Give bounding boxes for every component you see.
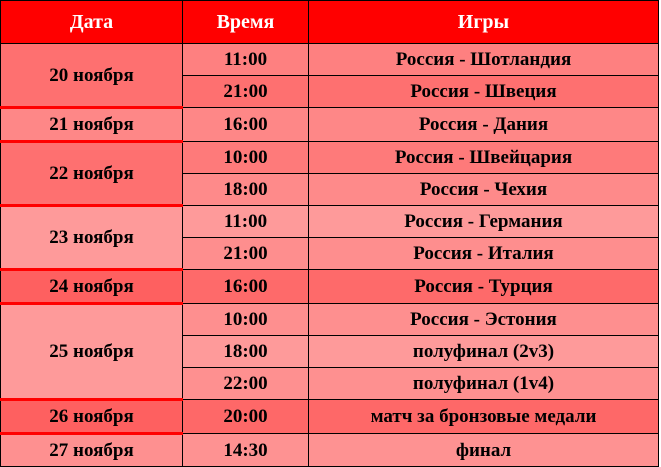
schedule-row: [1, 206, 659, 238]
game-cell: Россия - Эстония: [309, 304, 659, 336]
schedule-row: [1, 304, 659, 336]
game-cell: Россия - Швеция: [309, 76, 659, 108]
game-cell: Россия - Чехия: [309, 174, 659, 206]
header-time: Время: [183, 1, 309, 44]
schedule-row: [1, 270, 659, 304]
time-cell: 18:00: [183, 174, 309, 206]
header-date: Дата: [1, 1, 183, 44]
time-cell: 21:00: [183, 238, 309, 270]
time-cell: 11:00: [183, 44, 309, 76]
schedule-row: [1, 434, 659, 467]
time-cell: 21:00: [183, 76, 309, 108]
schedule-row: [1, 44, 659, 76]
game-cell: Россия - Турция: [309, 270, 659, 304]
schedule-row: [1, 108, 659, 142]
date-cell: 20 ноября: [1, 44, 183, 108]
game-cell: Россия - Германия: [309, 206, 659, 238]
date-cell: 26 ноября: [1, 400, 183, 434]
time-cell: 11:00: [183, 206, 309, 238]
schedule-row: [1, 400, 659, 434]
time-cell: 10:00: [183, 142, 309, 174]
schedule-body: [1, 44, 659, 467]
time-cell: 16:00: [183, 270, 309, 304]
game-cell: финал: [309, 434, 659, 467]
game-cell: Россия - Италия: [309, 238, 659, 270]
date-cell: 25 ноября: [1, 304, 183, 400]
header-row: [1, 1, 659, 44]
time-cell: 20:00: [183, 400, 309, 434]
date-cell: 22 ноября: [1, 142, 183, 206]
time-cell: 18:00: [183, 336, 309, 368]
date-cell: 21 ноября: [1, 108, 183, 142]
time-cell: 22:00: [183, 368, 309, 400]
header-games: Игры: [309, 1, 659, 44]
date-cell: 27 ноября: [1, 434, 183, 467]
time-cell: 14:30: [183, 434, 309, 467]
date-cell: 23 ноября: [1, 206, 183, 270]
game-cell: Россия - Швейцария: [309, 142, 659, 174]
game-cell: матч за бронзовые медали: [309, 400, 659, 434]
time-cell: 16:00: [183, 108, 309, 142]
time-cell: 10:00: [183, 304, 309, 336]
schedule-row: [1, 142, 659, 174]
game-cell: Россия - Дания: [309, 108, 659, 142]
date-cell: 24 ноября: [1, 270, 183, 304]
game-cell: полуфинал (1v4): [309, 368, 659, 400]
game-cell: полуфинал (2v3): [309, 336, 659, 368]
game-cell: Россия - Шотландия: [309, 44, 659, 76]
